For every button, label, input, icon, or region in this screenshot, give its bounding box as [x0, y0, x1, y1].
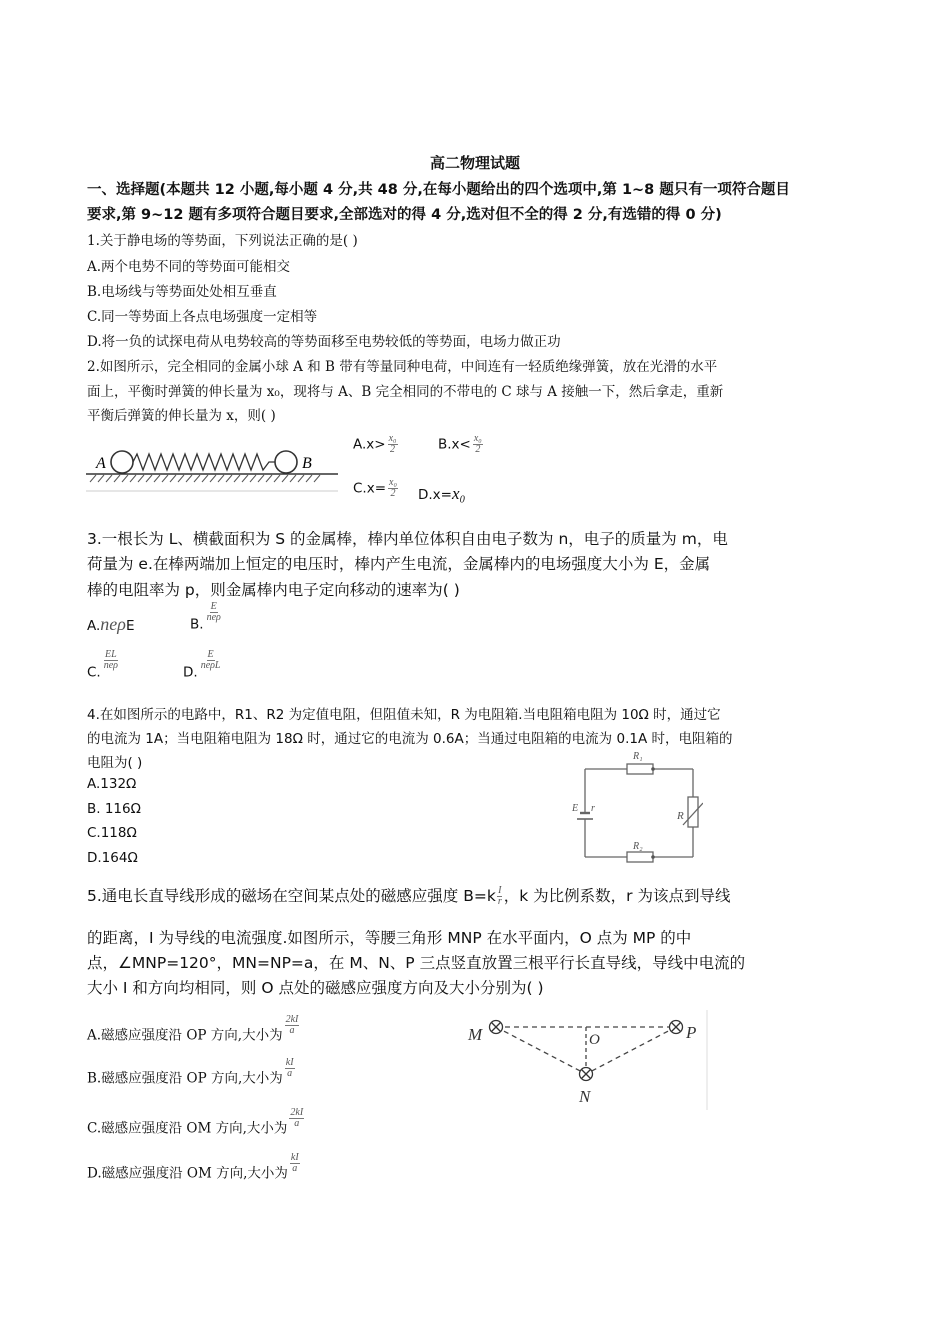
- internal-r-label: r: [591, 803, 595, 814]
- q5-line3: 点，∠MNP=120°，MN=NP=a，在 M、N、P 三点竖直放置三根平行长直导线，导线中电流的: [87, 954, 746, 972]
- q3-option-b: B. $\frac{E}{\text{neρ}}$: [190, 601, 221, 633]
- r1-label: R₁: [633, 751, 643, 762]
- q2-line1: 2.如图所示，完全相同的金属小球 A 和 B 带有等量同种电荷，中间连有一轻质绝缘弹簧，放在光滑的水平: [87, 359, 718, 375]
- q5-line4: 大小 I 和方向均相同，则 O 点处的磁感应强度方向及大小分别为( ): [87, 979, 544, 997]
- q5-option-c: C.磁感应强度沿 OM 方向,大小为 $\frac{2kI}{a}$: [87, 1107, 304, 1137]
- section-header-line2: 要求,第 9~12 题有多项符合题目要求,全部选对的得 4 分,选对但不全的得 2 分,有选错的得 0 分): [87, 207, 722, 223]
- q1-option-b: B.电场线与等势面处处相互垂直: [87, 284, 277, 300]
- triangle-figure: [458, 1010, 710, 1112]
- label-n: N: [579, 1087, 591, 1106]
- q2-option-a: A.x> $\frac{\text{x₀}}{2}$: [353, 433, 397, 455]
- q4-option-d: D.164Ω: [87, 850, 138, 866]
- q2-option-b: B.x< $\frac{\text{x₀}}{2}$: [438, 433, 482, 455]
- q3-line2: 荷量为 e.在棒两端加上恒定的电压时，棒内产生电流，金属棒内的电场强度大小为 E，金属: [87, 555, 711, 573]
- q3-option-c: C. $\frac{EL}{\text{neρ}}$: [87, 649, 118, 681]
- q4-option-a: A.132Ω: [87, 776, 137, 792]
- q3-option-a: A.neρE: [87, 614, 135, 634]
- ball-b-label: B: [302, 455, 312, 472]
- r-label: R: [677, 810, 684, 822]
- label-o: O: [589, 1032, 600, 1048]
- ball-b: [275, 451, 297, 473]
- q2-line3: 平衡后弹簧的伸长量为 x，则( ): [87, 408, 276, 424]
- label-p: P: [686, 1023, 697, 1042]
- label-m: M: [468, 1025, 483, 1044]
- q3-option-d: D. $\frac{E}{\text{neρL}}$: [183, 649, 221, 681]
- q4-line1: 4.在如图所示的电路中，R1、R2 为定值电阻，但阻值未知，R 为电阻箱.当电阻箱电阻为 10Ω 时，通过它: [87, 707, 721, 723]
- q3-line3: 棒的电阻率为 p，则金属棒内电子定向移动的速率为( ): [87, 581, 460, 599]
- q4-option-c: C.118Ω: [87, 825, 137, 841]
- q5-option-d: D.磁感应强度沿 OM 方向,大小为 $\frac{kI}{a}$: [87, 1152, 299, 1182]
- spring-figure: [86, 438, 340, 494]
- q1-stem: 1.关于静电场的等势面，下列说法正确的是( ): [87, 233, 358, 249]
- q2-option-c: C.x= $\frac{\text{x₀}}{2}$: [353, 477, 397, 499]
- q4-option-b: B. 116Ω: [87, 801, 141, 817]
- q5-line1: 5.通电长直导线形成的磁场在空间某点处的磁感应强度 B=k $\frac{I}{r}$ ，k 为比例系数，r 为该点到导线: [87, 885, 731, 907]
- ball-a-label: A: [96, 455, 106, 472]
- resistor-r1: [627, 764, 653, 774]
- resistor-box-r: [688, 797, 698, 827]
- section-header-line1: 一、选择题(本题共 12 小题,每小题 4 分,共 48 分,在每小题给出的四个选项中,第 1~8 题只有一项符合题目: [87, 182, 790, 198]
- q4-line3: 电阻为( ): [87, 755, 143, 771]
- page-title: 高二物理试题: [429, 154, 520, 172]
- q5-option-a: A.磁感应强度沿 OP 方向,大小为 $\frac{2kI}{a}$: [87, 1014, 299, 1044]
- ball-a: [111, 451, 133, 473]
- q5-option-b: B.磁感应强度沿 OP 方向,大小为 $\frac{kI}{a}$: [87, 1057, 294, 1087]
- line-mn: [496, 1027, 586, 1074]
- circuit-figure: [567, 747, 703, 873]
- q2-option-d: D.x=x₀: [418, 484, 466, 503]
- q4-line2: 的电流为 1A；当电阻箱电阻为 18Ω 时，通过它的电流为 0.6A；当通过电阻箱的电流为 0.1A 时，电阻箱的: [87, 731, 733, 747]
- q1-option-c: C.同一等势面上各点电场强度一定相等: [87, 309, 318, 325]
- q2-line2: 面上，平衡时弹簧的伸长量为 x₀，现将与 A、B 完全相同的不带电的 C 球与 A 接触一下，然后拿走，重新: [87, 384, 724, 400]
- spring: [133, 454, 275, 470]
- q1-option-d: D.将一负的试探电荷从电势较高的等势面移至电势较低的等势面，电场力做正功: [87, 334, 561, 350]
- emf-label: E: [572, 803, 579, 814]
- q1-option-a: A.两个电势不同的等势面可能相交: [87, 259, 291, 275]
- resistor-r2: [627, 852, 653, 862]
- r2-label: R₂: [633, 841, 643, 852]
- ground-hatching: [90, 475, 320, 482]
- q3-line1: 3.一根长为 L、横截面积为 S 的金属棒，棒内单位体积自由电子数为 n，电子的质量为 m，电: [87, 530, 728, 548]
- q5-line2: 的距离，I 为导线的电流强度.如图所示，等腰三角形 MNP 在水平面内，O 点为 MP 的中: [87, 929, 692, 947]
